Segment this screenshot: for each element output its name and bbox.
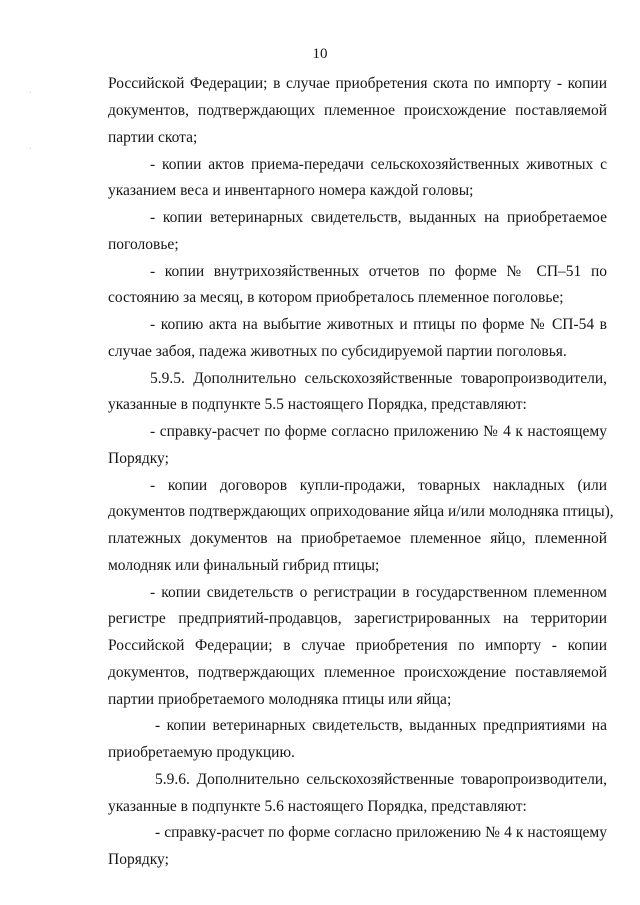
text-line: документов, подтверждающих племенное происхождение поставляемой <box>108 664 607 681</box>
text-line: указанием веса и инвентарного номера каждой головы; <box>108 182 474 199</box>
list-item-line: - справку-расчет по форме согласно приложению № 4 к настоящему <box>155 824 607 841</box>
list-item-line: - копии договоров купли-продажи, товарных накладных (или <box>150 477 607 494</box>
text-line: платежных документов на приобретаемое племенное яйцо, племенной <box>108 530 607 547</box>
text-line: состоянию за месяц, в котором приобреталось племенное поголовье; <box>108 289 564 306</box>
text-line: документов, подтверждающих племенное происхождение поставляемой <box>108 102 607 119</box>
scan-speck <box>30 92 31 93</box>
list-item-line: - копии ветеринарных свидетельств, выданных предприятиями на <box>155 717 607 734</box>
text-line: партии приобретаемого молодняка птицы или яйца; <box>108 691 452 708</box>
list-item-line: - копии ветеринарных свидетельств, выданных на приобретаемое <box>150 209 607 226</box>
text-line: регистре предприятий-продавцов, зарегистрированных на территории <box>108 610 607 627</box>
text-line: Российской Федерации; в случае приобретения скота по импорту - копии <box>108 75 607 92</box>
text-line: молодняк или финальный гибрид птицы; <box>108 557 380 574</box>
list-item-line: - копии свидетельств о регистрации в государственном племенном <box>150 584 607 601</box>
list-item-line: - справку-расчет по форме согласно приложению № 4 к настоящему <box>150 423 607 440</box>
text-line: партии скота; <box>108 129 198 146</box>
text-line: документов подтверждающих оприходование яйца и/или молодняка птицы), <box>108 503 614 520</box>
list-item-line: - копии актов приема-передачи сельскохозяйственных животных с <box>150 156 607 173</box>
text-line: Порядку; <box>108 851 169 868</box>
list-item-line: - копии внутрихозяйственных отчетов по форме № СП–51 по <box>150 263 607 280</box>
text-line: Российской Федерации; в случае приобретения по импорту - копии <box>108 637 607 654</box>
page-number: 10 <box>312 46 328 62</box>
list-item-line: - копию акта на выбытие животных и птицы по форме № СП-54 в <box>150 316 607 333</box>
section-heading-line: 5.9.6. Дополнительно сельскохозяйственные товаропроизводители, <box>155 771 607 788</box>
text-line: Порядку; <box>108 450 169 467</box>
section-heading-line: 5.9.5. Дополнительно сельскохозяйственные товаропроизводители, <box>150 370 607 387</box>
text-line: указанные в подпункте 5.6 настоящего Порядка, представляют: <box>108 798 527 815</box>
scan-speck <box>30 148 31 149</box>
text-line: приобретаемую продукцию. <box>108 744 295 761</box>
text-line: указанные в подпункте 5.5 настоящего Порядка, представляют: <box>108 396 527 413</box>
text-line: случае забоя, падежа животных по субсидируемой партии поголовья. <box>108 343 567 360</box>
text-line: поголовье; <box>108 236 179 253</box>
